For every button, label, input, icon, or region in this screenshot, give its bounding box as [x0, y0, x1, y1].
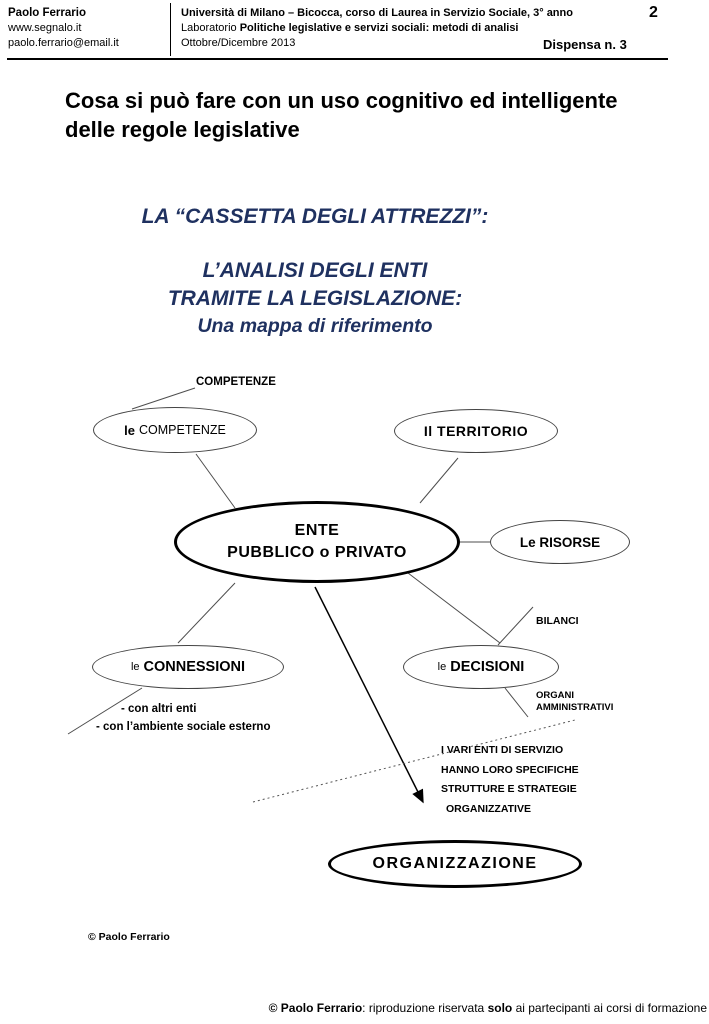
course-subtitle	[181, 21, 651, 36]
concept-map	[0, 370, 709, 940]
footer-text-2: ai partecipanti ai corsi di formazione	[512, 1001, 707, 1015]
node-territorio	[394, 409, 558, 453]
node-ente-line2: PUBBLICO o PRIVATO	[227, 544, 407, 561]
course-title: Università di Milano – Bicocca, corso di Laurea in Servizio Sociale, 3° anno	[181, 7, 573, 19]
author-website: www.segnalo.it	[8, 22, 82, 34]
heading-line2: L’ANALISI DEGLI ENTI	[202, 259, 428, 282]
node-territorio-label: Il TERRITORIO	[423, 423, 529, 439]
line-decisioni-organi	[505, 688, 528, 717]
node-connessioni	[92, 645, 284, 689]
label-organi-amministrativi	[536, 690, 613, 714]
connessioni-note-2: - con l’ambiente sociale esterno	[96, 721, 271, 733]
dispensa-number: Dispensa n. 3	[543, 37, 627, 52]
node-competenze-prefix: le	[124, 422, 136, 438]
footer-solo-bold: solo	[487, 1001, 513, 1015]
node-connessioni-label: CONNESSIONI	[143, 659, 246, 675]
footer-copyright-author: © Paolo Ferrario	[268, 1001, 363, 1015]
line-ente-decisioni	[408, 573, 500, 643]
node-decisioni-prefix: le	[437, 661, 447, 673]
heading-line4: Una mappa di riferimento	[197, 315, 433, 337]
label-competenze: COMPETENZE	[196, 376, 276, 388]
connessioni-note-1: - con altri enti	[121, 703, 197, 715]
page-footer	[269, 1001, 707, 1015]
page-number: 2	[649, 4, 658, 21]
node-ente	[174, 501, 460, 583]
course-subtitle-bold: Politiche legislative e servizi sociali: metodi di analisi	[239, 22, 519, 34]
section-heading	[15, 203, 615, 340]
arrow-ente-organizzazione	[315, 587, 423, 802]
diagram-credit: © Paolo Ferrario	[88, 931, 170, 943]
node-risorse	[490, 520, 630, 564]
label-organi-line1: ORGANI	[536, 690, 574, 701]
line-territorio-ente	[420, 458, 458, 503]
author-email: paolo.ferrario@email.it	[8, 37, 119, 49]
heading-line3: TRAMITE LA LEGISLAZIONE:	[167, 287, 463, 310]
header-rule	[7, 58, 668, 60]
course-period: Ottobre/Dicembre 2013	[181, 37, 296, 49]
organizzazione-note-line3: STRUTTURE E STRATEGIE	[441, 783, 577, 795]
node-decisioni-label: DECISIONI	[450, 659, 525, 675]
node-ente-line1: ENTE	[294, 522, 340, 539]
organizzazione-note	[441, 741, 579, 819]
node-ente-text	[227, 520, 407, 564]
heading-line1: LA “CASSETTA DEGLI ATTREZZI”:	[141, 205, 489, 228]
organizzazione-note-line2: HANNO LORO SPECIFICHE	[441, 763, 579, 776]
node-connessioni-prefix: le	[130, 661, 140, 673]
node-risorse-label: Le RISORSE	[519, 534, 601, 550]
author-name: Paolo Ferrario	[8, 7, 86, 19]
line-decisioni-bilanci	[498, 607, 533, 645]
header-author-block	[8, 6, 119, 51]
footer-text-1: : riproduzione riservata	[362, 1001, 488, 1015]
node-decisioni	[403, 645, 559, 689]
label-bilanci: BILANCI	[536, 615, 579, 627]
line-ente-connessioni	[178, 583, 235, 643]
header-divider	[170, 3, 171, 56]
node-competenze	[93, 407, 257, 453]
page-title: Cosa si può fare con un uso cognitivo ed intelligente delle regole legislative	[65, 88, 618, 142]
line-competenze-ente	[196, 454, 235, 508]
label-organi-line2: AMMINISTRATIVI	[536, 702, 614, 713]
node-organizzazione	[328, 840, 582, 888]
organizzazione-note-line4: ORGANIZZATIVE	[446, 802, 531, 815]
node-competenze-label: COMPETENZE	[139, 423, 226, 437]
line-competenze-label	[132, 388, 195, 409]
node-organizzazione-label: ORGANIZZAZIONE	[372, 855, 538, 872]
organizzazione-note-line1: I VARI ENTI DI SERVIZIO	[441, 744, 564, 756]
course-subtitle-prefix: Laboratorio	[181, 22, 240, 34]
